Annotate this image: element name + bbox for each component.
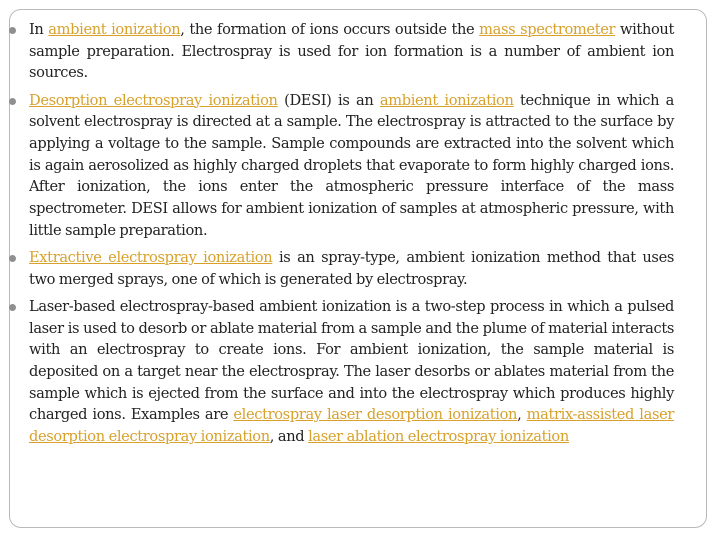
link-mass-spectrometer[interactable]: mass spectrometer: [479, 21, 616, 38]
bullet-dot-icon: [9, 27, 16, 34]
bullet-item-extractive-electrospray: [0, 247, 720, 290]
link-laser-ablation-electrospray-ionization[interactable]: laser ablation electrospray ionization: [308, 428, 569, 446]
text-segment: (DESI) is an: [277, 91, 380, 109]
bullet-dot-icon: [9, 255, 16, 262]
link-extractive-electrospray-ionization[interactable]: Extractive electrospray ionization: [29, 249, 273, 267]
link-electrospray-laser-desorption-ionization[interactable]: electrospray laser desorption ionization: [233, 406, 518, 424]
text-segment: In: [29, 21, 49, 38]
bullet-list: [0, 19, 720, 453]
link-ambient-ionization-2[interactable]: ambient ionization: [379, 91, 514, 109]
text-segment: , and: [269, 428, 309, 446]
text-segment: technique in which a solvent electrospray is directed at a sample. The electrospray is attracted to the surface by applying a voltage to the sample. Sample compounds are extracted into the solvent which is again aerosolized as highly charged droplets that evaporate to form highly charged ions. After ionization, the ions enter the atmospheric pressure interface of the mass spectrometer. DESI allows for ambient ionization of samples at atmospheric pressure, with little sample preparation.: [29, 91, 675, 239]
link-ambient-ionization[interactable]: ambient ionization: [48, 21, 181, 38]
text-segment: without sample preparation. Electrospray is used for ion formation is a number of ambient ion sources.: [29, 21, 674, 82]
bullet-dot-icon: [9, 98, 16, 105]
text-segment: Laser-based electrospray-based ambient ionization is a two-step process in which a pulsed laser is used to desorb or ablate material from a sample and the plume of material interacts with an electrospray to create ions. For ambient ionization, the sample material is deposited on a target near the electrospray. The laser desorbs or ablates material from the sample which is ejected from the surface and into the electrospray which produces highly charged ions. Examples are: [29, 297, 674, 424]
link-matrix-assisted-laser-desorption-electrospray-ionization[interactable]: matrix-assisted laser desorption electrospray ionization: [29, 406, 674, 446]
text-segment: , the formation of ions occurs outside the: [180, 21, 480, 38]
bullet-item-laser-based: [0, 296, 720, 448]
text-segment: is an spray-type, ambient ionization method that uses two merged sprays, one of which is generated by electrospray.: [29, 249, 674, 288]
link-desorption-electrospray-ionization[interactable]: Desorption electrospray ionization: [29, 91, 278, 109]
bullet-item-ambient-ionization: [0, 19, 720, 84]
text-segment: ,: [517, 406, 527, 424]
bullet-item-desi: [0, 90, 720, 242]
bullet-dot-icon: [9, 304, 16, 311]
